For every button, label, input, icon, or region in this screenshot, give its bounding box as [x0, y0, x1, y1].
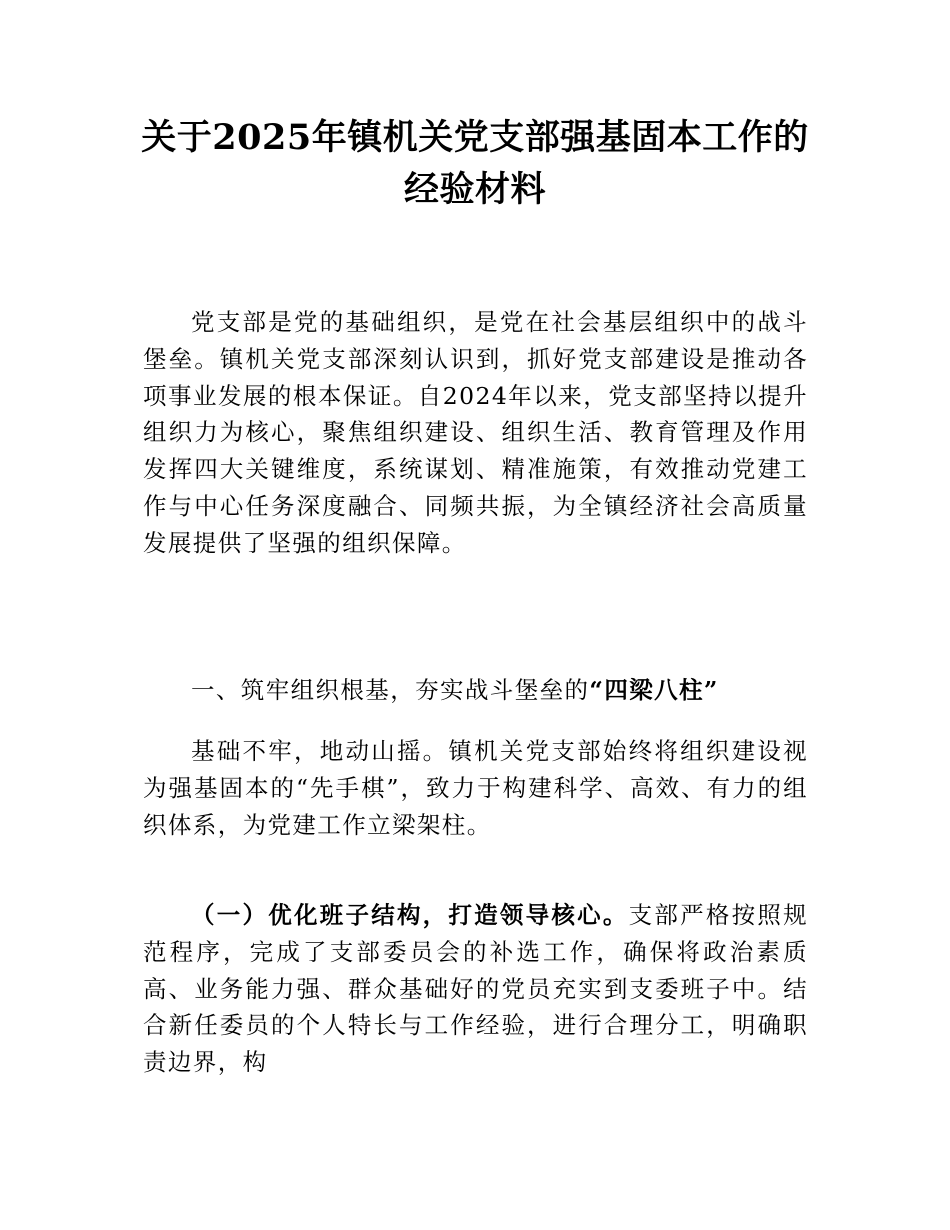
section-heading — [143, 672, 808, 709]
intro-paragraph: 党支部是党的基础组织，是党在社会基层组织中的战斗堡垒。镇机关党支部深刻认识到，抓好党支部建设是推动各项事业发展的根本保证。自2024年以来，党支部坚持以提升组织力为核心，聚焦组织建设、组织生活、教育管理及作用发挥四大关键维度，系统谋划、精准施策，有效推动党建工作与中心任务深度融合、同频共振，为全镇经济社会高质量发展提供了坚强的组织保障。 — [143, 308, 808, 557]
subsection-heading: （一）优化班子结构，打造领导核心。 — [191, 901, 629, 929]
section-paragraph: 基础不牢，地动山摇。镇机关党支部始终将组织建设视为强基固本的“先手棋”，致力于构建科学、高效、有力的组织体系，为党建工作立梁架柱。 — [143, 737, 808, 839]
document-title: 关于2025年镇机关党支部强基固本工作的经验材料 — [141, 117, 809, 210]
subsection-paragraph — [143, 897, 808, 1081]
section-heading-emphasis: “四梁八柱” — [589, 676, 719, 704]
section-heading-text: 一、筑牢组织根基，夯实战斗堡垒的 — [191, 676, 590, 704]
subsection-text: 支部严格按照规范程序，完成了支部委员会的补选工作，确保将政治素质高、业务能力强、群众基础好的党员充实到支委班子中。结合新任委员的个人特长与工作经验，进行合理分工，明确职责边界，构 — [143, 901, 808, 1077]
